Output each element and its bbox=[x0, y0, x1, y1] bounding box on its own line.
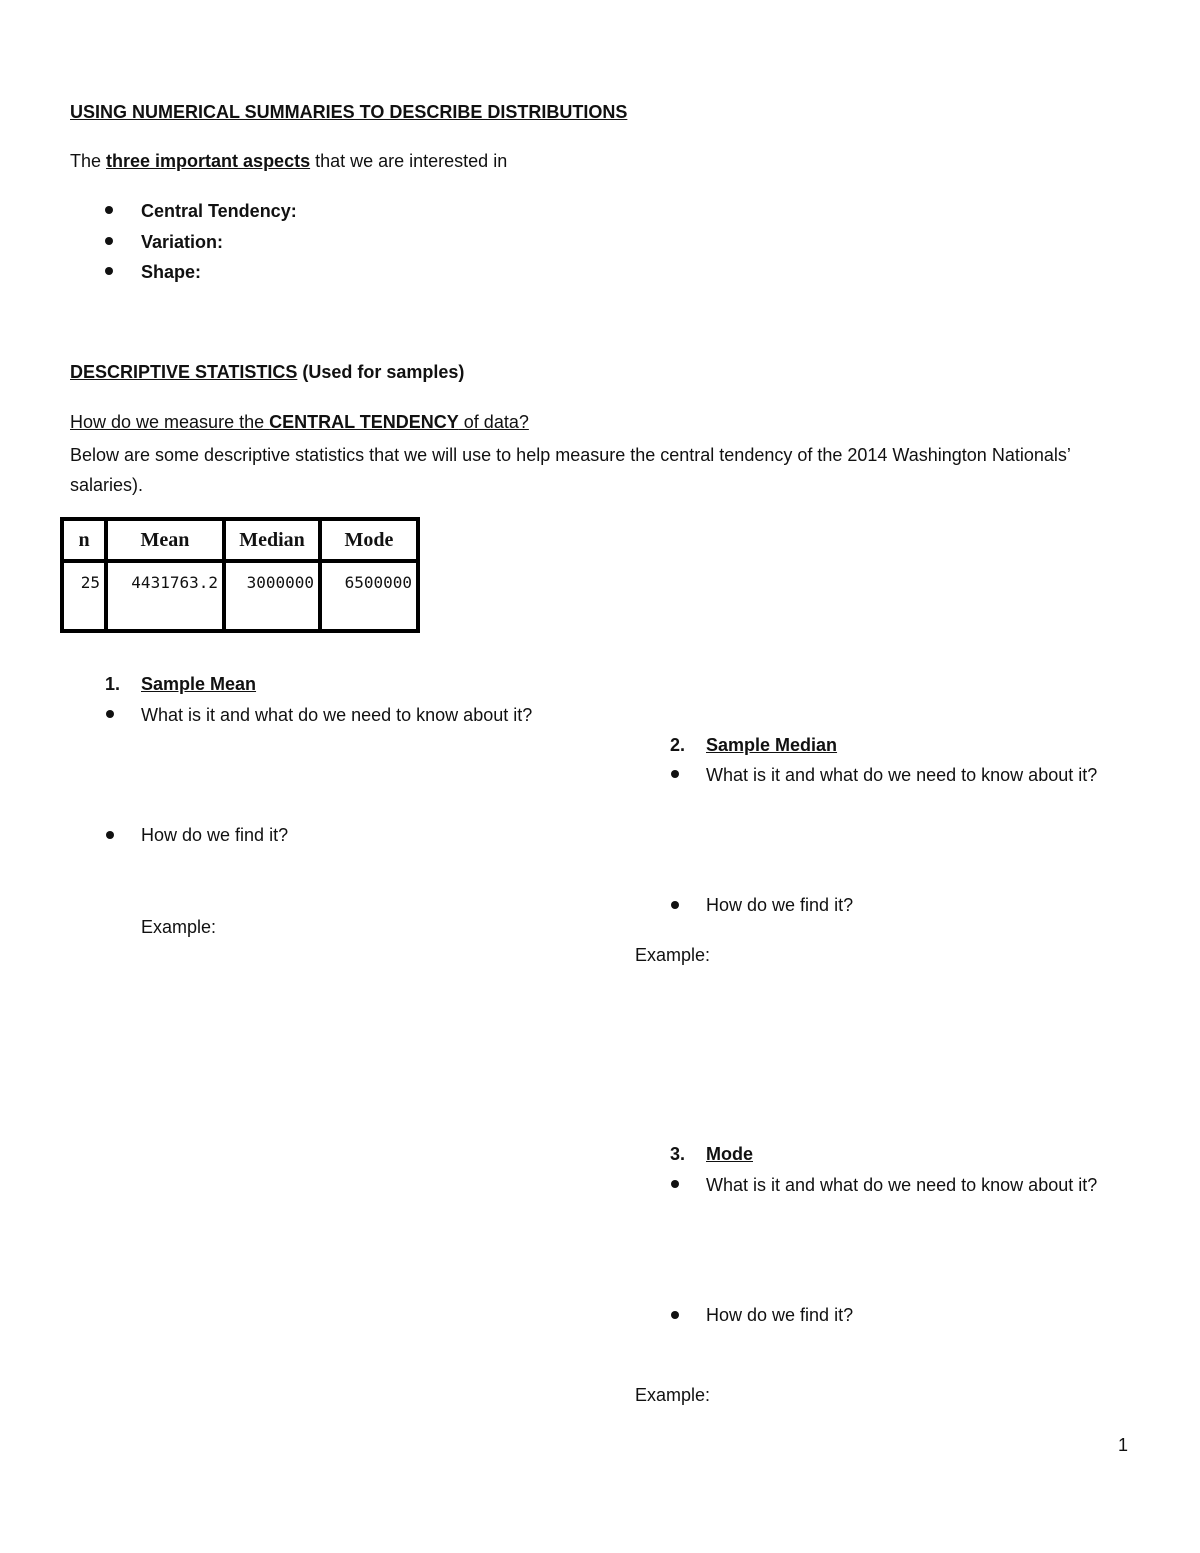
bullet-icon bbox=[106, 831, 114, 839]
bullet-icon bbox=[106, 710, 114, 718]
aspect-central-tendency: Central Tendency: bbox=[141, 201, 297, 221]
section-1-number: 1. bbox=[105, 674, 121, 694]
section-1-title: Sample Mean bbox=[141, 674, 257, 694]
cell-median: 3000000 bbox=[224, 561, 320, 631]
section-3-question-how: How do we find it? bbox=[706, 1305, 854, 1325]
descriptive-note: (Used for samples) bbox=[297, 362, 465, 382]
bullet-icon bbox=[671, 1311, 679, 1319]
question-suffix: of data? bbox=[458, 412, 529, 432]
section-3-title: Mode bbox=[706, 1144, 753, 1164]
intro-suffix: that we are interested in bbox=[310, 151, 508, 171]
description-paragraph: Below are some descriptive statistics that we will use to help measure the central tendency of the 2014 Washington Nationals’ salaries). bbox=[70, 445, 1071, 495]
section-2-title: Sample Median bbox=[706, 735, 838, 755]
bullet-icon bbox=[671, 901, 679, 909]
section-3-example: Example: bbox=[635, 1385, 711, 1405]
cell-n: 25 bbox=[62, 561, 106, 631]
section-2-example: Example: bbox=[635, 945, 711, 965]
bullet-icon bbox=[671, 770, 679, 778]
section-1-question-how: How do we find it? bbox=[141, 825, 289, 845]
cell-mode: 6500000 bbox=[320, 561, 418, 631]
header-median: Median bbox=[224, 519, 320, 561]
page-title: USING NUMERICAL SUMMARIES TO DESCRIBE DISTRIBUTIONS bbox=[70, 102, 628, 122]
bullet-icon bbox=[105, 206, 113, 214]
question-prefix: How do we measure the bbox=[70, 412, 270, 432]
central-tendency-question bbox=[70, 410, 529, 434]
section-3-number: 3. bbox=[670, 1144, 686, 1164]
header-n: n bbox=[62, 519, 106, 561]
section-2-question-what: What is it and what do we need to know about it? bbox=[706, 765, 1098, 785]
bullet-icon bbox=[671, 1180, 679, 1188]
section-2-number: 2. bbox=[670, 735, 686, 755]
section-1-question-what: What is it and what do we need to know about it? bbox=[141, 705, 533, 725]
section-1-example: Example: bbox=[141, 917, 217, 937]
header-mode: Mode bbox=[320, 519, 418, 561]
header-mean: Mean bbox=[106, 519, 224, 561]
aspect-shape: Shape: bbox=[141, 262, 202, 282]
page-number: 1 bbox=[1118, 1435, 1129, 1455]
intro-prefix: The bbox=[70, 151, 107, 171]
cell-mean: 4431763.2 bbox=[106, 561, 224, 631]
intro-emphasis: three important aspects bbox=[106, 151, 311, 171]
section-3-question-what: What is it and what do we need to know about it? bbox=[706, 1175, 1098, 1195]
section-2-question-how: How do we find it? bbox=[706, 895, 854, 915]
aspect-variation: Variation: bbox=[141, 232, 224, 252]
table-header-row bbox=[62, 519, 418, 561]
question-emphasis: CENTRAL TENDENCY bbox=[269, 412, 459, 432]
bullet-icon bbox=[105, 267, 113, 275]
statistics-table bbox=[60, 517, 420, 633]
intro-line bbox=[70, 149, 507, 173]
table-row bbox=[62, 561, 418, 631]
descriptive-heading-text: DESCRIPTIVE STATISTICS bbox=[70, 362, 298, 382]
bullet-icon bbox=[105, 237, 113, 245]
descriptive-statistics-heading bbox=[70, 360, 464, 384]
